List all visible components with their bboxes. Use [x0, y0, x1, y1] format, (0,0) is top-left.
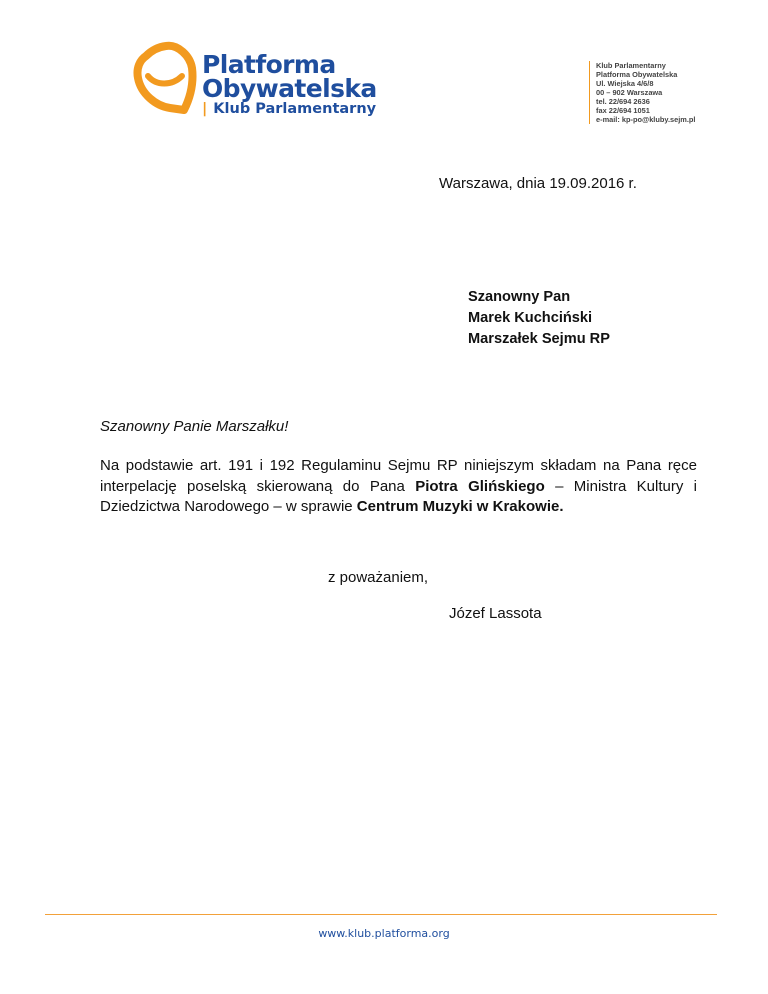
contact-address: Ul. Wiejska 4/6/8	[596, 79, 654, 88]
salutation: Szanowny Panie Marszałku!	[100, 418, 289, 435]
body-text-part1: Na podstawie art. 191 i 192 Regulaminu Sejmu RP niniejszym składam na Pana ręce interpelację poselską skierowaną do Pana	[100, 457, 697, 495]
footer-url-link[interactable]: www.klub.platforma.org	[318, 927, 450, 940]
footer-divider	[45, 914, 717, 915]
closing: z poważaniem,	[328, 569, 429, 586]
logo-subtitle-text: Klub Parlamentarny	[213, 101, 377, 117]
letter-body	[100, 456, 697, 518]
addressee-line: Szanowny Pan	[468, 289, 571, 305]
smile-logo-icon	[132, 38, 198, 114]
contact-line: Klub Parlamentarny	[596, 61, 666, 70]
addressee-name: Marek Kuchciński	[468, 310, 593, 326]
contact-fax: fax 22/694 1051	[596, 106, 650, 115]
contact-email[interactable]: e-mail: kp-po@kluby.sejm.pl	[596, 115, 696, 124]
contact-block	[589, 61, 695, 124]
addressee-title: Marszałek Sejmu RP	[468, 331, 610, 347]
contact-phone: tel. 22/694 2636	[596, 97, 650, 106]
body-text-part2: – Ministra Kultury i Dziedzictwa Narodowego – w sprawie	[100, 477, 697, 515]
signature-name: Józef Lassota	[449, 605, 542, 622]
letter-date: Warszawa, dnia 19.09.2016 r.	[439, 175, 637, 192]
addressee-block	[468, 287, 610, 350]
body-bold-subject: Centrum Muzyki w Krakowie.	[356, 498, 564, 515]
logo-line1: Platforma	[202, 50, 336, 79]
party-logo	[132, 38, 392, 126]
divider-bar: |	[202, 101, 208, 117]
contact-city: 00 – 902 Warszawa	[596, 88, 663, 97]
logo-line2: Obywatelska	[202, 74, 377, 103]
logo-subtitle	[202, 102, 376, 117]
contact-line: Platforma Obywatelska	[596, 70, 678, 79]
body-bold-minister: Piotra Glińskiego	[415, 477, 545, 495]
